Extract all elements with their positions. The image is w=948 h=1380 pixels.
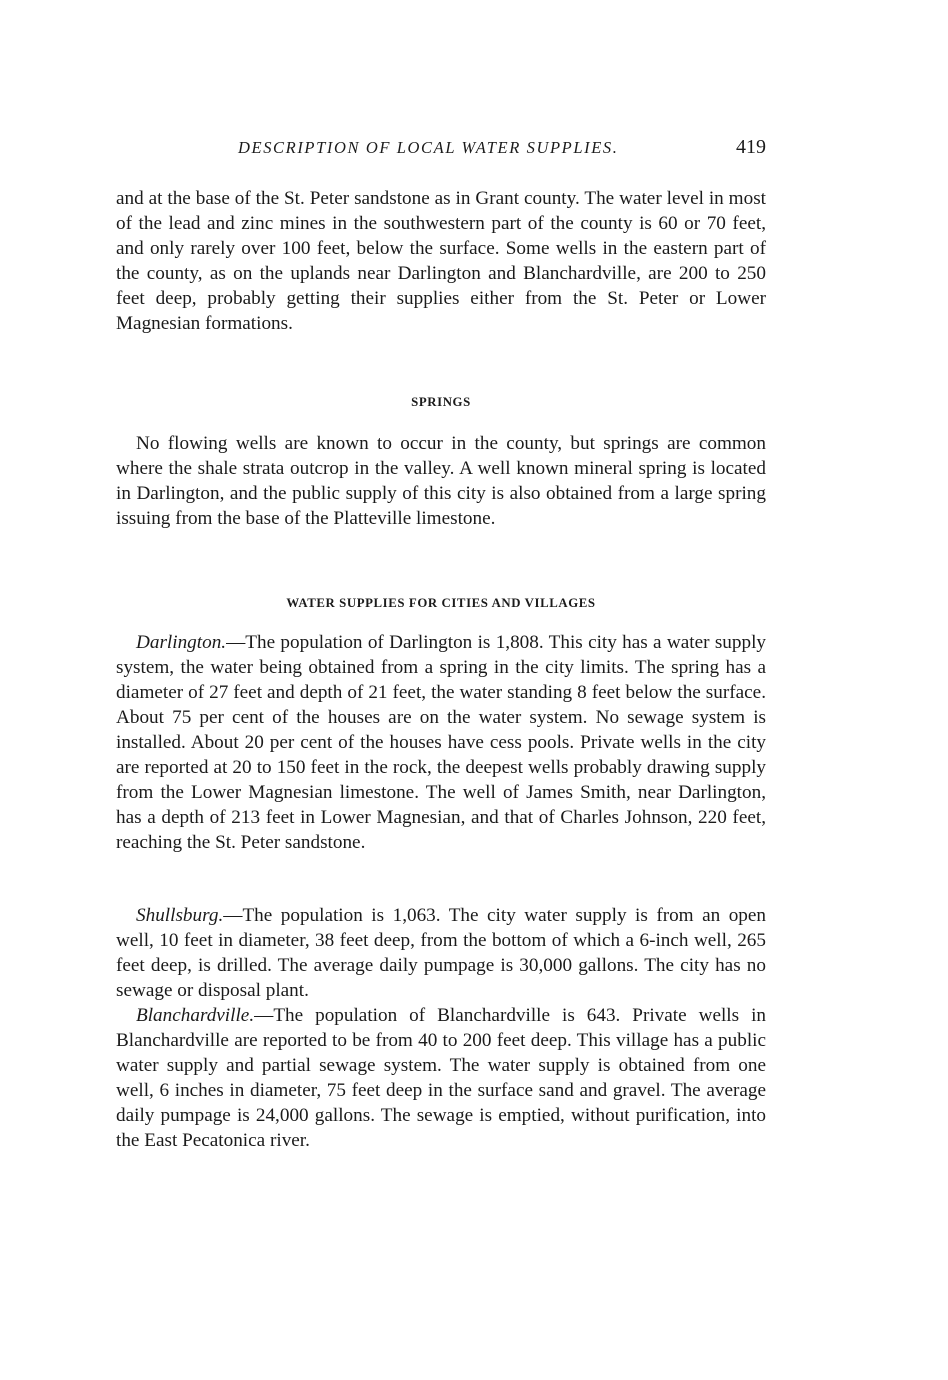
shullsburg-paragraph (116, 903, 766, 1003)
springs-heading: SPRINGS (411, 395, 471, 409)
blanchardville-name: Blanchardville. (136, 1005, 255, 1026)
shullsburg-name: Shullsburg. (136, 905, 224, 926)
blanchardville-paragraph (116, 1003, 766, 1153)
shullsburg-text: —The population is 1,063. The city water supply is from an open well, 10 feet in diameter, 38 feet deep, from the bottom of which a 6-inch well, 265 feet deep, is drilled. The average daily pumpage is 30,000 gallons. The city has no sewage or disposal plant. (116, 905, 766, 1001)
intro-paragraph: and at the base of the St. Peter sandstone as in Grant county. The water level in most of the lead and zinc mines in the southwestern part of the county is 60 or 70 feet, and only rarely over 100 feet, below the surface. Some wells in the eastern part of the county, as on the uplands near Darlington and Blanchardville, are 200 to 250 feet deep, probably getting their supplies either from the St. Peter or Lower Magnesian formations. (116, 188, 766, 334)
darlington-name: Darlington. (136, 632, 227, 653)
water-supplies-heading: WATER SUPPLIES FOR CITIES AND VILLAGES (286, 596, 596, 610)
page-header (116, 136, 766, 162)
springs-paragraph: No flowing wells are known to occur in the county, but springs are common where the shale strata outcrop in the valley. A well known mineral spring is located in Darlington, and the public supply of this city is also obtained from a large spring issuing from the base of the Platteville limestone. (116, 433, 766, 529)
darlington-paragraph (116, 630, 766, 855)
darlington-text: —The population of Darlington is 1,808. This city has a water supply system, the water being obtained from a spring in the city limits. The spring has a diameter of 27 feet and depth of 21 feet, the water standing 8 feet below the surface. About 75 per cent of the houses are on the water system. No sewage system is installed. About 20 per cent of the houses have cess pools. Private wells in the city are reported at 20 to 150 feet in the rock, the deepest wells probably drawing supply from the Lower Magnesian limestone. The well of James Smith, near Darlington, has a depth of 213 feet in Lower Magnesian, and that of Charles Johnson, 220 feet, reaching the St. Peter sandstone. (116, 632, 766, 853)
blanchardville-text: —The population of Blanchardville is 643. Private wells in Blanchardville are reported to be from 40 to 200 feet deep. This village has a public water supply and partial sewage system. The water supply is obtained from one well, 6 inches in diameter, 75 feet deep in the surface sand and gravel. The average daily pumpage is 24,000 gallons. The sewage is emptied, without purification, into the East Pecatonica river. (116, 1005, 766, 1151)
page-number: 419 (736, 136, 766, 158)
running-title: DESCRIPTION OF LOCAL WATER SUPPLIES. (238, 138, 619, 157)
